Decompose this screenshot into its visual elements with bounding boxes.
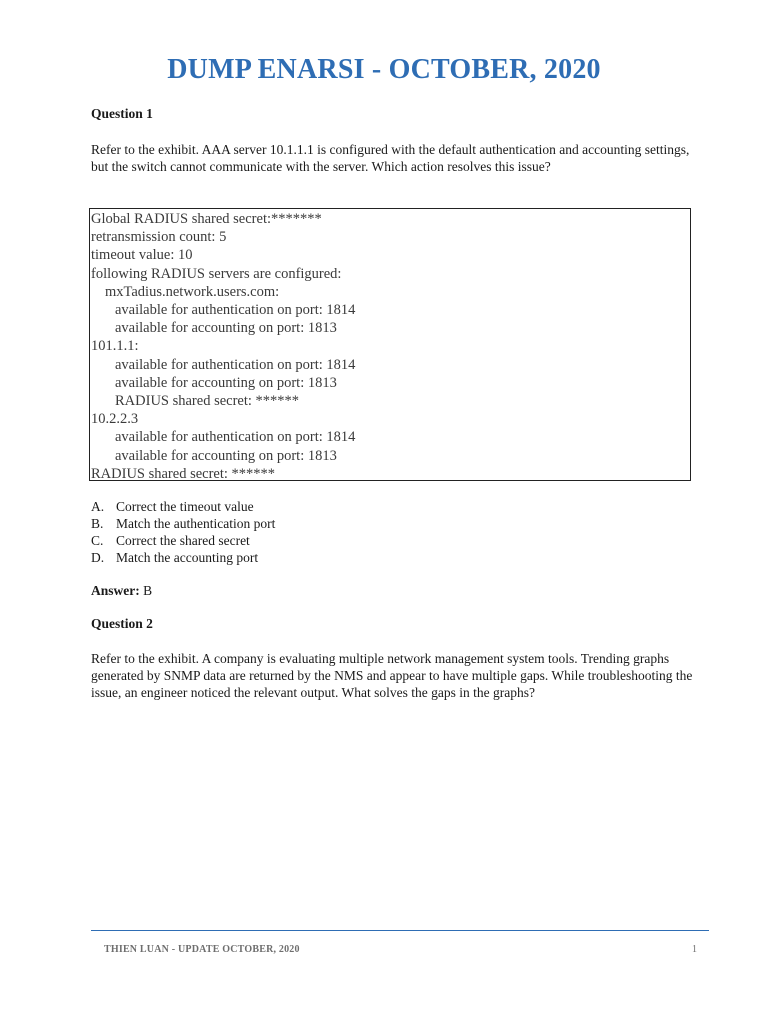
- option-letter: C.: [91, 533, 104, 548]
- question-1-heading: Question 1: [91, 106, 153, 121]
- exhibit-line: available for authentication on port: 1814: [115, 429, 356, 446]
- exhibit-line: 101.1.1:: [91, 338, 139, 355]
- question-1-text: Refer to the exhibit. AAA server 10.1.1.1 is configured with the default authentication and accounting settings, but the switch cannot communicate with the server. Which action resolves this issue?: [91, 142, 690, 174]
- exhibit-box: [89, 208, 691, 481]
- option-d: [91, 549, 275, 566]
- exhibit-line: Global RADIUS shared secret:*******: [91, 211, 322, 227]
- exhibit-line: available for accounting on port: 1813: [115, 447, 337, 464]
- option-letter: D.: [91, 550, 105, 565]
- option-text: Correct the timeout value: [116, 499, 254, 514]
- footer-divider: [91, 930, 709, 931]
- exhibit-line: available for authentication on port: 1814: [115, 356, 356, 373]
- question-2-heading: Question 2: [91, 616, 153, 631]
- answer-label: Answer:: [91, 583, 140, 598]
- document-title: DUMP ENARSI - OCTOBER, 2020: [167, 54, 601, 85]
- exhibit-line: available for accounting on port: 1813: [115, 374, 337, 391]
- exhibit-line: available for accounting on port: 1813: [115, 320, 337, 337]
- option-text: Match the accounting port: [116, 550, 259, 565]
- exhibit-line: available for authentication on port: 1814: [115, 302, 356, 319]
- option-a: [91, 498, 275, 515]
- question-2-text: Refer to the exhibit. A company is evaluating multiple network management system tools. Trending graphs generated by SNMP data are returned by the NMS and appear to have multiple gaps. While troubleshooting the issue, an engineer noticed the relevant output. What solves the gaps in the graphs?: [91, 651, 693, 700]
- exhibit-line: 10.2.2.3: [91, 411, 139, 428]
- exhibit-line: RADIUS shared secret: ******: [115, 393, 300, 410]
- answer-options: [91, 498, 275, 566]
- option-letter: B.: [91, 516, 104, 531]
- answer-value: B: [143, 583, 153, 598]
- option-b: [91, 515, 275, 532]
- question-1-answer: [91, 583, 152, 599]
- option-letter: A.: [91, 499, 105, 514]
- footer-text: THIEN LUAN - UPDATE OCTOBER, 2020: [104, 944, 300, 955]
- option-text: Match the authentication port: [116, 516, 276, 531]
- exhibit-line: timeout value: 10: [91, 247, 193, 264]
- option-text: Correct the shared secret: [116, 533, 250, 548]
- exhibit-line: RADIUS shared secret: ******: [91, 465, 276, 482]
- exhibit-line: following RADIUS servers are configured:: [91, 265, 342, 282]
- page-number: 1: [692, 944, 697, 955]
- exhibit-line: mxTadius.network.users.com:: [105, 283, 280, 300]
- option-c: [91, 532, 275, 549]
- exhibit-line: retransmission count: 5: [91, 229, 227, 246]
